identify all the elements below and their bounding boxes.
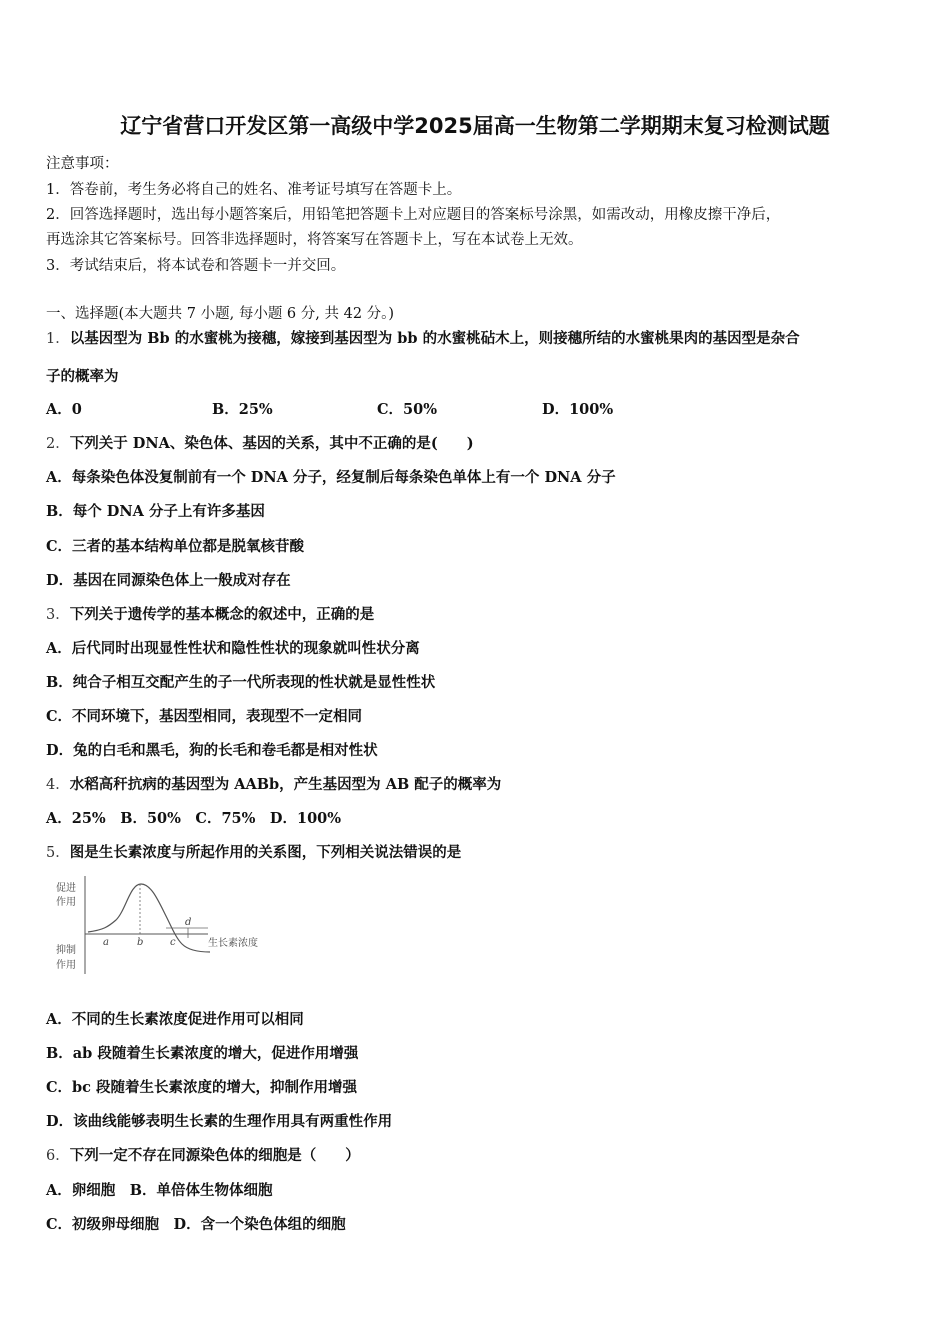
x-axis-label: 生长素浓度 <box>208 938 258 949</box>
point-b-label: b <box>137 937 144 948</box>
question-6 <box>46 1144 360 1165</box>
q5-option-b: B．ab 段随着生长素浓度的增大，促进作用增强 <box>46 1045 359 1062</box>
q1-option-d: D．100% <box>542 401 614 418</box>
question-text: 以基因型为 Bb 的水蜜桃为接穗，嫁接到基因型为 bb 的水蜜桃砧木上，则接穗所结的水蜜桃果肉的基因型是杂合 <box>69 330 800 347</box>
q3-option-c: C．不同环境下，基因型相同，表现型不一定相同 <box>46 708 363 725</box>
question-text: 水稻高秆抗病的基因型为 AABb，产生基因型为 AB 配子的概率为 <box>69 776 502 793</box>
question-number: 1． <box>46 331 70 347</box>
q2-option-a: A．每条染色体没复制前有一个 DNA 分子，经复制后每条染色单体上有一个 DNA 分子 <box>46 469 616 486</box>
section-heading: 一、选择题(本大题共 7 小题, 每小题 6 分, 共 42 分。) <box>46 306 395 322</box>
q5-option-c: C．bc 段随着生长素浓度的增大，抑制作用增强 <box>46 1079 358 1096</box>
q2-option-d: D．基因在同源染色体上一般成对存在 <box>46 572 291 589</box>
point-a-label: a <box>103 937 109 948</box>
question-2 <box>46 432 474 453</box>
q2-option-c: C．三者的基本结构单位都是脱氧核苷酸 <box>46 538 305 555</box>
y-axis-label-promote: 作用 <box>56 897 76 908</box>
question-1-cont: 子的概率为 <box>46 368 119 385</box>
question-5 <box>46 841 461 862</box>
question-3 <box>46 603 374 624</box>
q4-options: A．25% B．50% C．75% D．100% <box>46 810 342 827</box>
q1-option-a: A．0 <box>46 401 82 418</box>
notice-heading: 注意事项： <box>46 156 119 172</box>
y-axis-label-promote: 促进 <box>56 883 76 894</box>
question-number: 2． <box>46 436 70 452</box>
q1-option-b: B．25% <box>212 401 273 418</box>
question-number: 4． <box>46 777 70 793</box>
notice-item-2: 2．回答选择题时，选出每小题答案后，用铅笔把答题卡上对应题目的答案标号涂黑，如需改动，用橡皮擦干净后， <box>46 207 781 223</box>
q5-option-d: D．该曲线能够表明生长素的生理作用具有两重性作用 <box>46 1113 393 1130</box>
notice-item-2-cont: 再选涂其它答案标号。回答非选择题时，将答案写在答题卡上，写在本试卷上无效。 <box>46 232 583 248</box>
question-text: 下列关于 DNA、染色体、基因的关系，其中不正确的是( ) <box>69 435 474 452</box>
question-text: 下列关于遗传学的基本概念的叙述中，正确的是 <box>69 606 375 623</box>
question-text: 下列一定不存在同源染色体的细胞是（ ） <box>69 1147 360 1164</box>
point-d-label: d <box>185 917 192 928</box>
point-c-label: c <box>170 937 176 948</box>
q5-option-a: A．不同的生长素浓度促进作用可以相同 <box>46 1011 304 1028</box>
q1-option-c: C．50% <box>377 401 437 418</box>
q2-option-b: B．每个 DNA 分子上有许多基因 <box>46 503 265 520</box>
y-axis-label-inhibit: 作用 <box>56 960 76 971</box>
q3-option-d: D．兔的白毛和黑毛，狗的长毛和卷毛都是相对性状 <box>46 742 378 759</box>
page-title: 辽宁省营口开发区第一高级中学2025届高一生物第二学期期末复习检测试题 <box>120 114 830 138</box>
question-1 <box>46 327 800 348</box>
question-number: 5． <box>46 845 70 861</box>
question-text: 图是生长素浓度与所起作用的关系图，下列相关说法错误的是 <box>69 844 462 861</box>
question-number: 6． <box>46 1148 70 1164</box>
question-4 <box>46 773 501 794</box>
q6-options-ab: A．卵细胞 B．单倍体生物体细胞 <box>46 1182 273 1199</box>
auxin-curve-figure <box>48 872 278 982</box>
question-number: 3． <box>46 607 70 623</box>
notice-item-1: 1．答卷前，考生务必将自己的姓名、准考证号填写在答题卡上。 <box>46 182 462 198</box>
y-axis-label-inhibit: 抑制 <box>56 945 76 956</box>
q6-options-cd: C．初级卵母细胞 D．含一个染色体组的细胞 <box>46 1216 346 1233</box>
q3-option-b: B．纯合子相互交配产生的子一代所表现的性状就是显性性状 <box>46 674 436 691</box>
q3-option-a: A．后代同时出现显性性状和隐性性状的现象就叫性状分离 <box>46 640 420 657</box>
notice-item-3: 3．考试结束后，将本试卷和答题卡一并交回。 <box>46 258 346 274</box>
